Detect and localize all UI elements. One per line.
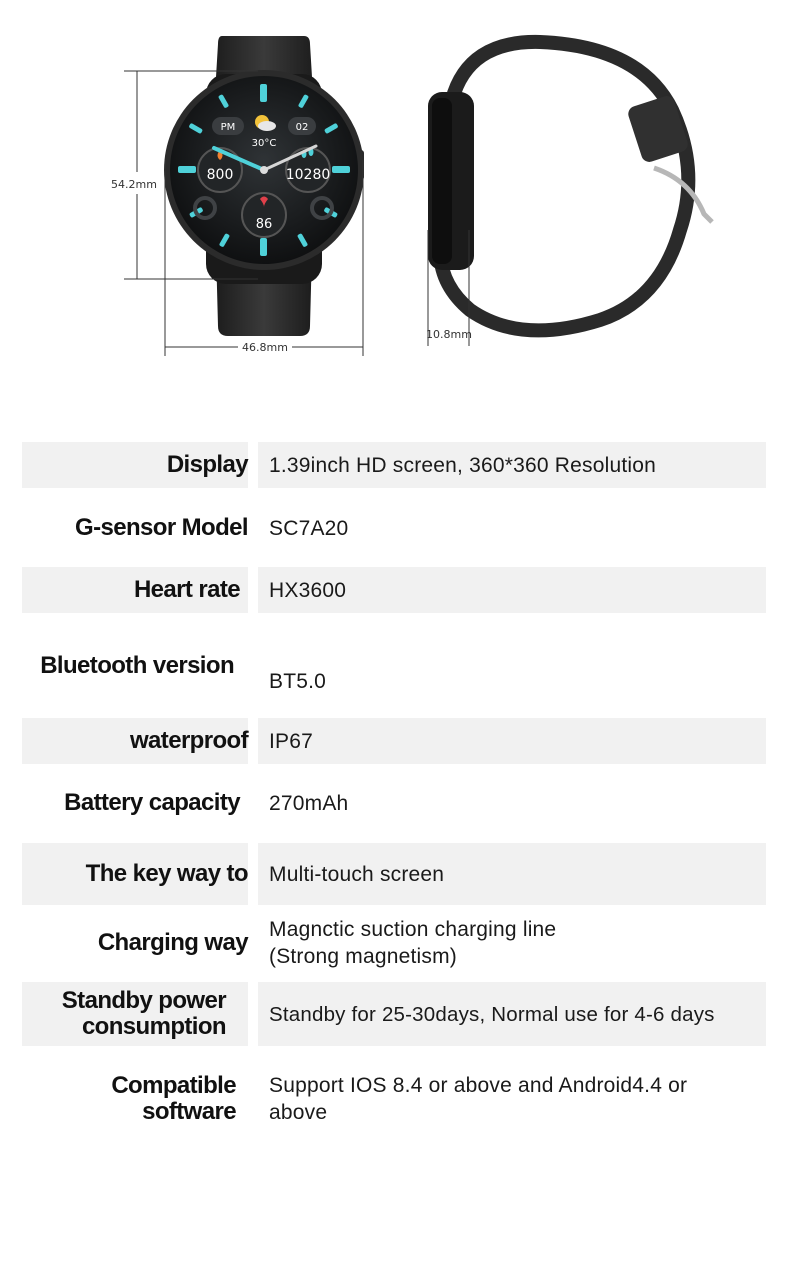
spec-label-text: waterproof (129, 727, 248, 754)
spec-label (22, 1070, 248, 1128)
date-text: 02 (295, 122, 309, 133)
side-view-watch (428, 42, 712, 330)
spec-row (22, 982, 766, 1046)
spec-row (22, 914, 766, 972)
spec-label-text: Bluetooth version (40, 652, 234, 679)
height-dimension-label: 54.2mm (111, 178, 157, 191)
spec-label (22, 843, 248, 905)
spec-value: Support IOS 8.4 or above and Android4.4 or above (269, 1074, 688, 1124)
spec-value: 1.39inch HD screen, 360*360 Resolution (258, 442, 766, 488)
spec-row (22, 718, 766, 764)
product-dimension-figure (0, 0, 800, 380)
calories-text: 800 (206, 167, 234, 183)
spec-value: 270mAh (269, 791, 349, 815)
thickness-dimension-label: 10.8mm (426, 328, 472, 341)
spec-label (22, 505, 248, 551)
spec-label (22, 637, 234, 695)
spec-value: SC7A20 (269, 516, 349, 540)
spec-label-text: Standby power consumption (61, 987, 226, 1040)
weather-cloud-icon (258, 121, 276, 131)
hand-pivot (260, 166, 268, 174)
spec-label (22, 982, 248, 1046)
spec-value: Standby for 25-30days, Normal use for 4-6 days (258, 982, 766, 1046)
spec-value: Multi-touch screen (258, 843, 766, 905)
width-dimension-label: 46.8mm (242, 341, 288, 354)
spec-label-text: Battery capacity (64, 789, 240, 816)
spec-row (22, 505, 766, 551)
spec-label-text: Heart rate (133, 576, 240, 603)
spec-label (22, 780, 248, 826)
spec-label-text: G-sensor Model (75, 514, 248, 541)
spec-value: HX3600 (258, 567, 766, 613)
spec-label (22, 567, 248, 613)
spec-row (22, 1070, 766, 1128)
spec-value: Magnctic suction charging line (Strong magnetism) (269, 918, 557, 968)
period-text: PM (220, 122, 236, 133)
spec-label-text: Compatible software (111, 1072, 236, 1125)
spec-value: BT5.0 (269, 670, 327, 693)
spec-row (22, 843, 766, 905)
spec-row (22, 567, 766, 613)
spec-label (22, 914, 248, 972)
watch-dimension-drawing (0, 0, 800, 380)
spec-row (22, 637, 766, 695)
temperature-text: 30°C (251, 138, 277, 149)
heart-rate-text: 86 (255, 217, 273, 232)
spec-label-text: Charging way (97, 929, 248, 956)
spec-label (22, 442, 248, 488)
spec-label (22, 718, 248, 764)
spec-label-text: Display (166, 451, 248, 478)
spec-row (22, 442, 766, 488)
spec-value: IP67 (258, 718, 766, 764)
spec-row (22, 780, 766, 826)
steps-text: 10280 (285, 167, 331, 183)
spec-label-text: The key way to (85, 860, 248, 887)
